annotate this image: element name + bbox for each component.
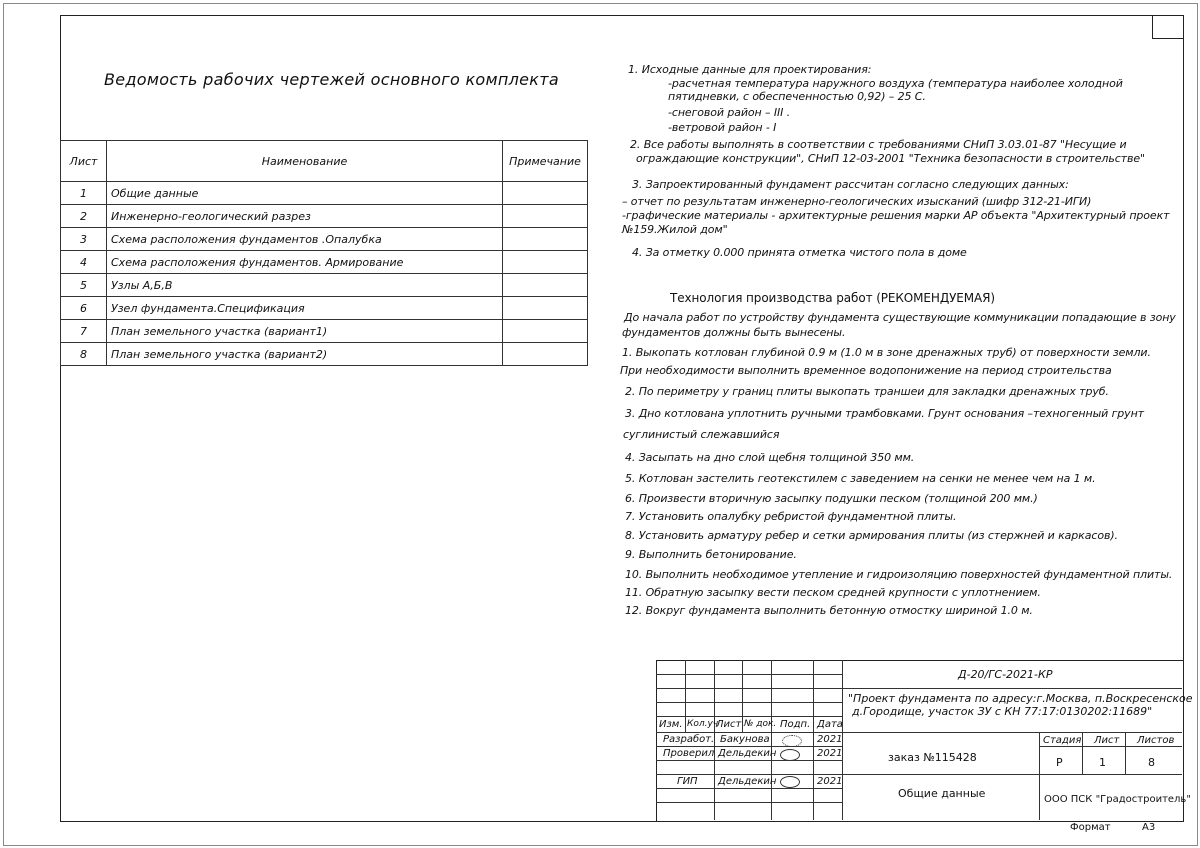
table-row xyxy=(61,343,588,366)
row-num: 1 xyxy=(61,182,107,205)
stamp-hline xyxy=(656,746,842,747)
row-num: 7 xyxy=(61,320,107,343)
note-1-line-c: -снеговой район – III . xyxy=(668,106,791,119)
row-note xyxy=(503,228,588,251)
stamp-lists-label: Листов xyxy=(1137,735,1175,746)
stamp-role-developer: Разработ. xyxy=(663,734,715,745)
stamp-role-gip: ГИП xyxy=(677,776,698,787)
stamp-date-gip: 2021 xyxy=(817,776,843,787)
tech-intro-a: До начала работ по устройству фундамента существующие коммуникации попадающие в зону xyxy=(624,311,1176,324)
stamp-hline xyxy=(656,788,842,789)
stamp-vline xyxy=(742,660,743,732)
note-4: 4. За отметку 0.000 принята отметка чистого пола в доме xyxy=(632,246,967,259)
stamp-vline xyxy=(685,660,686,732)
stamp-list: 1 xyxy=(1099,756,1106,769)
stamp-col-podp: Подп. xyxy=(780,719,811,730)
stamp-stage: Р xyxy=(1056,756,1063,769)
stamp-order: заказ №115428 xyxy=(888,751,977,764)
stamp-col-list: Лист xyxy=(716,719,742,730)
sheets-table xyxy=(60,140,588,366)
stamp-col-date: Дата xyxy=(817,719,843,730)
stamp-hline xyxy=(842,688,1182,689)
stamp-code: Д-20/ГС-2021-КР xyxy=(958,668,1053,681)
stamp-project-b: д.Городище, участок ЗУ с КН 77:17:0130202:11689" xyxy=(852,705,1153,718)
tech-step-9: 9. Выполнить бетонирование. xyxy=(625,548,797,561)
row-num: 8 xyxy=(61,343,107,366)
stamp-hline xyxy=(1039,746,1182,747)
stamp-name-gip: Дельдекин xyxy=(718,776,777,787)
note-3-line-c: №159.Жилой дом" xyxy=(622,223,728,236)
note-1-line-a: -расчетная температура наружного воздуха (температура наиболее холодной xyxy=(668,77,1123,90)
tech-step-10: 10. Выполнить необходимое утепление и гидроизоляцию поверхностей фундаментной плиты. xyxy=(625,568,1173,581)
stamp-role-checker: Проверил xyxy=(663,748,715,759)
note-3-line-a: – отчет по результатам инженерно-геологических изысканий (шифр 312-21-ИГИ) xyxy=(622,195,1092,208)
stamp-lists: 8 xyxy=(1148,756,1155,769)
note-1-line-d: -ветровой район - I xyxy=(668,121,777,134)
tech-step-6: 6. Произвести вторичную засыпку подушки песком (толщиной 200 мм.) xyxy=(625,492,1038,505)
stamp-name-checker: Дельдекин xyxy=(718,748,777,759)
row-note xyxy=(503,343,588,366)
row-num: 6 xyxy=(61,297,107,320)
table-row xyxy=(61,228,588,251)
tech-step-12: 12. Вокруг фундамента выполнить бетонную отмостку шириной 1.0 м. xyxy=(625,604,1033,617)
row-num: 4 xyxy=(61,251,107,274)
stamp-hline xyxy=(656,716,842,717)
header-name: Наименование xyxy=(107,141,503,182)
stamp-col-kol: Кол.уч xyxy=(687,719,719,729)
header-note: Примечание xyxy=(503,141,588,182)
stamp-hline xyxy=(656,702,842,703)
row-name: Узел фундамента.Спецификация xyxy=(107,297,503,320)
stamp-col-izm: Изм. xyxy=(659,719,683,730)
row-name: План земельного участка (вариант2) xyxy=(107,343,503,366)
tech-step-5: 5. Котлован застелить геотекстилем с заведением на сенки не менее чем на 1 м. xyxy=(625,472,1096,485)
row-note xyxy=(503,320,588,343)
tech-step-4: 4. Засыпать на дно слой щебня толщиной 350 мм. xyxy=(625,451,915,464)
stamp-date-checker: 2021 xyxy=(817,748,843,759)
table-row xyxy=(61,320,588,343)
note-1-title: 1. Исходные данные для проектирования: xyxy=(628,63,872,76)
stamp-hline xyxy=(656,774,1182,775)
stamp-stage-label: Стадия xyxy=(1043,735,1082,746)
table-row xyxy=(61,205,588,228)
stamp-col-doc: № док. xyxy=(744,719,777,729)
tech-step-3b: суглинистый слежавшийся xyxy=(623,428,780,441)
signature-icon xyxy=(780,749,800,761)
tech-step-7: 7. Установить опалубку ребристой фундаментной плиты. xyxy=(625,510,957,523)
stamp-hline xyxy=(656,802,842,803)
tech-step-1b: При необходимости выполнить временное водопонижение на период строительства xyxy=(620,364,1112,377)
note-3-title: 3. Запроектированный фундамент рассчитан согласно следующих данных: xyxy=(632,178,1069,191)
corner-box xyxy=(1152,15,1184,39)
row-name: Схема расположения фундаментов .Опалубка xyxy=(107,228,503,251)
row-num: 3 xyxy=(61,228,107,251)
tech-step-11: 11. Обратную засыпку вести песком средней крупности с уплотнением. xyxy=(625,586,1041,599)
tech-step-3a: 3. Дно котлована уплотнить ручными трамбовками. Грунт основания –техногенный грунт xyxy=(625,407,1144,420)
signature-icon xyxy=(780,776,800,788)
row-name: Общие данные xyxy=(107,182,503,205)
stamp-vline xyxy=(771,660,772,820)
tech-step-2: 2. По периметру у границ плиты выкопать траншеи для закладки дренажных труб. xyxy=(625,385,1109,398)
table-row xyxy=(61,274,588,297)
stamp-vline xyxy=(813,660,814,820)
page-title: Ведомость рабочих чертежей основного комплекта xyxy=(104,70,559,89)
stamp-hline xyxy=(656,688,842,689)
row-name: Узлы А,Б,В xyxy=(107,274,503,297)
stamp-hline xyxy=(656,732,1182,733)
stamp-vline xyxy=(1082,732,1083,774)
row-name: Инженерно-геологический разрез xyxy=(107,205,503,228)
row-note xyxy=(503,297,588,320)
tech-step-1a: 1. Выкопать котлован глубиной 0.9 м (1.0 м в зоне дренажных труб) от поверхности земли. xyxy=(622,346,1151,359)
tech-intro-b: фундаментов должны быть вынесены. xyxy=(622,326,846,339)
stamp-project-a: "Проект фундамента по адресу:г.Москва, п.Воскресенское xyxy=(848,692,1193,705)
row-note xyxy=(503,251,588,274)
table-header-row xyxy=(61,141,588,182)
table-row xyxy=(61,182,588,205)
header-list: Лист xyxy=(61,141,107,182)
tech-step-8: 8. Установить арматуру ребер и сетки армирования плиты (из стержней и каркасов). xyxy=(625,529,1118,542)
row-note xyxy=(503,274,588,297)
stamp-org: ООО ПСК "Градостроитель" xyxy=(1044,794,1191,805)
row-num: 5 xyxy=(61,274,107,297)
note-2-line-b: ограждающие конструкции", СНиП 12-03-2001 "Техника безопасности в строительстве" xyxy=(636,152,1145,165)
format-label: Формат xyxy=(1070,822,1111,833)
stamp-vline xyxy=(1125,732,1126,774)
row-note xyxy=(503,182,588,205)
table-row xyxy=(61,297,588,320)
note-3-line-b: -графические материалы - архитектурные решения марки АР объекта "Архитектурный проект xyxy=(622,209,1170,222)
row-note xyxy=(503,205,588,228)
stamp-hline xyxy=(656,760,842,761)
row-name: План земельного участка (вариант1) xyxy=(107,320,503,343)
signature-icon xyxy=(782,735,802,747)
stamp-date-developer: 2021 xyxy=(817,734,843,745)
stamp-name-developer: Бакунова xyxy=(720,734,770,745)
row-num: 2 xyxy=(61,205,107,228)
tech-title: Технология производства работ (РЕКОМЕНДУЕМАЯ) xyxy=(670,291,995,305)
table-row xyxy=(61,251,588,274)
stamp-list-label: Лист xyxy=(1094,735,1120,746)
format-value: А3 xyxy=(1142,822,1156,833)
note-2-line-a: 2. Все работы выполнять в соответствии с требованиями СНиП 3.03.01-87 "Несущие и xyxy=(630,138,1127,151)
note-1-line-b: пятидневки, с обеспеченностью 0,92) – 25 С. xyxy=(668,90,926,103)
stamp-hline xyxy=(656,674,842,675)
stamp-sheet-title: Общие данные xyxy=(898,787,986,800)
row-name: Схема расположения фундаментов. Армирование xyxy=(107,251,503,274)
